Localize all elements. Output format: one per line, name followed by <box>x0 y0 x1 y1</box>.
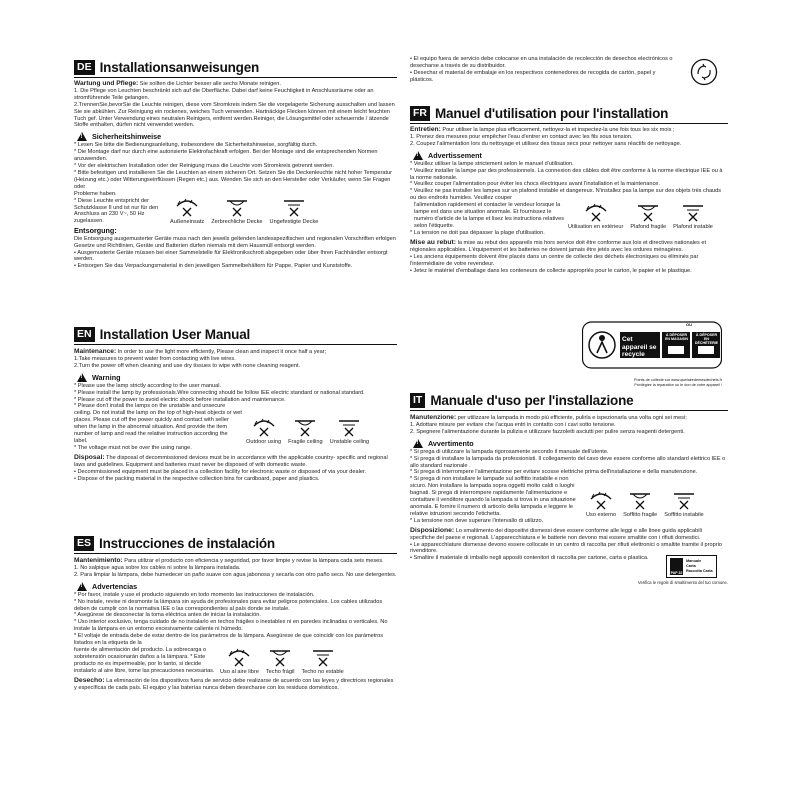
maintenance <box>410 127 728 148</box>
section-header <box>410 391 728 411</box>
disposal-head: Disposizione: <box>410 526 455 534</box>
es-continuation <box>410 56 676 84</box>
warning-item: * Bitte befestigen und installieren Sie die Leuchten an einem sicheren Ort. Setzen Sie die Deckenleuchte nicht hoher Temperatur (Heizung etc.) oder Witterungseinflüssen (Regen etc.) aus. Wenden Sie sich an den Hersteller oder Verkäufer, wenn Sie Fragen oder <box>74 169 392 190</box>
disposal-head: Disposal: <box>74 453 105 461</box>
warning-item: fuente de alimentación del producto. La sobrecarga o sobretensión ocasionarán daños a la lámpara. * Este producto no es impermeable, por lo tanto, si decide instalarlo al aire libre, tome las precauciones necesarias. <box>74 646 215 674</box>
warning-text <box>410 449 728 477</box>
ceiling-icons <box>216 647 344 675</box>
warning-item: * Please install the lamp by professionals.Wire connecting should be follow IEE electric standard or national standard. <box>74 389 365 396</box>
unstable-icon-group <box>270 197 319 225</box>
badge-line: Manuale <box>686 559 702 564</box>
disposal-item: • Entsorgen Sie das Verpackungsmaterial in den jeweiligen Sammelbehältern für Pappe, Papier und Kunststoffe. <box>74 263 353 270</box>
icon-label: Uso esterno <box>586 511 617 518</box>
outdoor-icon-group <box>220 647 259 675</box>
warning-item: * Si prega di utilizzare la lampada rigorosamente secondo il manuale dell'utente. <box>410 448 609 455</box>
warning-label: Advertissement <box>428 150 482 160</box>
outdoor-rain-icon <box>251 417 277 437</box>
icon-label: Außeneinsatz <box>170 219 205 226</box>
warning-item: * Uso interior exclusivo, tenga cuidado de no instalarlo en techos frágiles o inestables ni en paredes inclinadas o verticales. No instale la lámpara en un entorno excesivamente caliente ni húmedo. <box>74 619 388 633</box>
warning-text <box>74 191 166 226</box>
badge-text <box>686 559 713 574</box>
warning-item: * Die Montage darf nur durch eine autorisierte Elektrofachkraft erfolgen. Bei der Montage sind die entsprechenden Normen anzuwenden. <box>74 149 378 163</box>
warning-item: * El voltaje de entrada debe de estar dentro de los parámetros de la lámpara. Asegúrese de que coincidir con los parámetros listados en la etiqueta de la <box>74 633 384 647</box>
maintenance-text: Pour utiliser la lampe plus efficacement, nettoyez-la et inspectez-la une fois tous les six mois ; <box>442 127 675 133</box>
maintenance-head: Maintenance: <box>74 348 117 355</box>
warning-with-icons <box>74 647 397 675</box>
warning-item: * Veuillez couper l'alimentation pour éviter les chocs électriques avant l'installation et la maintenance. <box>410 181 660 188</box>
outdoor-rain-icon <box>588 490 614 510</box>
maintenance-head: Wartung und Pflege: <box>74 80 139 87</box>
fragile-icon-group <box>623 490 657 518</box>
warning-icon <box>413 439 423 448</box>
section-title: Installationsanweisungen <box>99 59 260 75</box>
disposal-text <box>410 56 676 84</box>
icon-label: Plafond instable <box>673 224 713 231</box>
maintenance-text: 1. Adottare misure per evitare che l'acqua entri in contatto con i cavi sotto tensione. <box>410 421 616 428</box>
warning-heading <box>77 373 397 382</box>
icon-label: Techo no estable <box>301 668 344 675</box>
triman-main-text: Cet appareil se recycle <box>622 336 657 358</box>
disposal-text <box>410 240 728 275</box>
disposal-head: Mise au rebut: <box>410 239 457 247</box>
warning-item: Probleme haben. <box>74 190 117 197</box>
unstable-icon-group <box>301 647 343 675</box>
maintenance-head: Entretien: <box>410 126 441 133</box>
maintenance-text: 1. Die Pflege von Leuchten beschränkt sich auf die Oberfläche. Dabei darf keine Feuchtigkeit in Anschlussräume oder an stromführende Teile gelangen. <box>74 87 374 101</box>
warning-with-icons <box>74 191 397 226</box>
warning-item: * Veuillez ne pas installer les lampes sur un plafond instable et dangereux. N'installez pas la lampe sur des objets très chauds ou des endroits humides. Veuillez couper <box>410 188 722 202</box>
warning-text <box>74 142 397 190</box>
warning-label: Avvertimento <box>428 438 474 448</box>
warning-item: * The voltage must not be over the using range. <box>74 444 192 451</box>
section-fr <box>410 104 728 275</box>
warning-icon <box>77 373 87 382</box>
unstable-ceiling-icon <box>680 202 706 222</box>
triman-or-text: OU <box>686 322 692 327</box>
section-title: Instrucciones de instalación <box>99 535 275 551</box>
disposal-item: • El equipo fuera de servicio debe colocarse en una instalación de recolección de desechos electrónicos o desecharse a través de su distribuidor. <box>410 56 673 69</box>
triman-logo <box>582 320 722 387</box>
maintenance-head: Mantenimiento: <box>74 557 123 564</box>
warning-item: * Please don't install the lamps on the unstable and unsecure ceiling. Do not install the lamp on the top of high-heat objects or wet places. Please cut off the power quickly and contact with seller when the lamp in the abnormal situation. And provide the item number of lamp and read the relative instruction according the label. <box>74 403 242 444</box>
section-title: Manuale d'uso per l'installazione <box>430 392 634 408</box>
lang-code: DE <box>74 60 95 75</box>
maintenance-text: 2. Coupez l'alimentation lors du nettoyage et utilisez des tissus secs pour nettoyer sans réactifs de nettoyage. <box>410 140 682 147</box>
maintenance-text: per utilizzare la lampada in modo più efficiente, pulirla e ispezionarla una volta ogni sei mesi; <box>457 415 687 421</box>
icon-label: Plafond fragile <box>630 224 667 231</box>
outdoor-icon-group <box>586 490 616 518</box>
disposal-item: • Dispose of the packing material in the respective collection bins for cardboard, paper and plastics. <box>74 475 320 482</box>
warning-item: * No instale, revise ni desmonte la lámpara sin ayuda de profesionales para evitar peligros potenciales. Los cables utilizados deben de cumplir con la normativa IEE o las correspondientes al país donde se instale. <box>74 598 383 612</box>
unstable-ceiling-icon <box>310 647 336 667</box>
maintenance-text: 2. Para limpiar la lámpara, debe humedecer un paño suave con agua jabonosa y secarla con otro paño seco. No use detergentes. <box>74 571 397 578</box>
maintenance-text: 2.Turn the power off when cleaning and use dry tissues to wipe with none cleaning reagent. <box>74 362 301 369</box>
paper-recycling-badge <box>666 555 717 578</box>
outdoor-icon-group <box>170 197 204 225</box>
warning-item: * Veuillez installer la lampe par des professionnels. La connexion des câbles doit être conforme à la norme électrique IEE ou à la norme nationale. <box>410 167 723 181</box>
warning-text <box>74 592 397 647</box>
disposal-item: • Decommissioned equipment must be placed in a collection facility for electronic waste or disposed of via your dealer. <box>74 468 367 475</box>
disposal-text <box>410 528 728 556</box>
maintenance-text: 2. Spegnere l'alimentazione durante la pulizia e utilizzare fazzoletti asciutti per pulire senza reagenti detergenti. <box>410 428 685 435</box>
outdoor-rain-icon <box>583 202 609 222</box>
icon-label: Unstable ceiling <box>329 438 370 445</box>
icon-label: Techo frágil <box>265 668 295 675</box>
warning-label: Sicherheitshinweise <box>92 132 162 142</box>
icon-label: Outdoor using <box>246 438 282 445</box>
lang-code: EN <box>74 327 95 342</box>
warning-item: * Vor der elektrischen Installation oder der Reinigung muss die Leuchte vom Stromkreis getrennt werden. <box>74 163 334 170</box>
lang-code: IT <box>410 393 425 408</box>
ceiling-icons <box>582 476 704 517</box>
warning-item: * Diese Leuchte entspricht der Schutzklasse II und ist nur für den Anschluss an 230 V~, 50 Hz zugelassen. <box>74 197 159 225</box>
disposal-item: • Desechar el material de embalaje en los respectivos contenedores de recogida de cartón, papel y plásticos. <box>410 69 656 83</box>
disposal-item: • Smaltire il materiale di imballo negli appositi contenitori di raccolta per cartone, carta e plastica. <box>410 555 649 562</box>
outdoor-icon-group <box>568 202 623 230</box>
warning-label: Warning <box>92 372 121 382</box>
warning-with-icons <box>410 476 728 517</box>
disposal-with-badge <box>410 555 728 578</box>
warning-item: * Si prega di installare la lampada da professionisti. Il collegamento del cavo deve essere conforme allo standard elettrico IEE o allo standard nazionale . <box>410 455 726 469</box>
warning-item: * Asegúrese de desconectar la toma eléctrica antes de iniciar la instalación. <box>74 612 261 619</box>
ceiling-icons <box>166 191 318 226</box>
icon-label: Utilisation en extérieur <box>568 224 624 231</box>
lang-code: FR <box>410 106 430 121</box>
warning-heading <box>413 151 728 160</box>
section-title: Installation User Manual <box>99 326 251 342</box>
warning-icon <box>413 151 423 160</box>
icon-label: Zerbrechliche Decke <box>211 219 263 226</box>
triman-dump-text: À DÉPOSER EN DÉCHÈTERIE <box>694 333 719 346</box>
maintenance <box>410 415 728 436</box>
fragile-ceiling-icon <box>635 202 661 222</box>
maintenance-text: Para utilizar el producto con eficiencia y seguridad, por favor limpie y revise la lámpara cada seis meses. <box>124 558 384 564</box>
outdoor-icon-group <box>246 417 281 445</box>
maintenance <box>74 81 397 129</box>
fragile-ceiling-icon <box>292 417 318 437</box>
fragile-ceiling-icon <box>627 490 653 510</box>
section-header <box>74 325 397 345</box>
warning-text <box>410 161 728 202</box>
disposal-item: la mise au rebut des appareils mis hors service doit être conforme aux lois et directives nationales et régionales applicables. L'équipement et les batteries ne doivent jamais être jetés avec les ordures ménagères. <box>410 240 707 253</box>
lang-code: ES <box>74 536 94 551</box>
warning-heading <box>77 132 397 141</box>
warning-item: * Please use the lamp strictly according to the user manual. <box>74 382 222 389</box>
unstable-icon-group <box>664 490 703 518</box>
fragile-icon-group <box>630 202 666 230</box>
warning-icon <box>77 582 87 591</box>
warning-label: Advertencias <box>92 581 138 591</box>
disposal-item: • Ausgemusterte Geräte müssen bei einer Sammelstelle für Elektronikschrott abgegeben oder über Ihren Fachhändler entsorgt werden. <box>74 249 388 263</box>
warning-item: * Please cut off the power to avoid electric shock before installation and maintenance. <box>74 396 286 403</box>
maintenance <box>74 349 397 370</box>
triman-footer: Points de collecte sur www.quefairedemesdechets.fr <box>633 378 722 382</box>
unstable-icon-group <box>330 417 370 445</box>
icon-label: Fragile ceiling <box>288 438 323 445</box>
recycle-icon <box>690 58 718 86</box>
icon-label: Uso al aire libre <box>220 668 259 675</box>
maintenance <box>74 558 397 579</box>
triman-store-text: À DÉPOSER EN MAGASIN <box>665 333 688 342</box>
warning-item: * Lesen Sie bitte die Bedienungsanleitung, insbesondere die Sicherheitshinweise, sorgfältig durch. <box>74 142 318 149</box>
unstable-ceiling-icon <box>671 490 697 510</box>
warning-text <box>74 383 397 404</box>
disposal-item: • Les anciens équipements doivent être placés dans un centre de collecte des déchets électroniques ou éliminés par l'intermédiaire de votre revendeur. <box>410 253 699 267</box>
disposal-text <box>74 678 397 692</box>
outdoor-rain-icon <box>226 647 252 667</box>
section-de <box>74 58 397 270</box>
disposal-item: • Le apparecchiature dismesse devono essere collocate in un centro di raccolta per rifiuti elettronici o smaltite tramite il proprio rivenditore. <box>410 541 722 555</box>
warning-item: * Si prega di interrompere l'alimentazione per evitare scosse elettriche prima dell'installazione e della manutenzione. <box>410 469 698 476</box>
unstable-ceiling-icon <box>336 417 362 437</box>
maintenance-text: 1. No salpique agua sobre los cables ni sobre la lámpara instalada. <box>74 564 241 571</box>
warning-item: * Veuillez utiliser la lampe strictement selon le manuel d'utilisation. <box>410 160 574 167</box>
fragile-ceiling-icon <box>224 197 250 217</box>
section-header <box>410 104 728 124</box>
fragile-icon-group <box>266 647 295 675</box>
icon-label: Soffitto fragile <box>623 511 658 518</box>
section-title: Manuel d'utilisation pour l'installation <box>435 105 669 121</box>
triman-footer: Privilégiez la réparation ou le don de votre appareil ! <box>634 382 722 387</box>
unstable-icon-group <box>673 202 713 230</box>
disposal-head: Entsorgung: <box>74 226 117 236</box>
pap-icon <box>670 558 683 575</box>
warning-item: * Si prega di non installare le lampade sul soffitto instabile e non sicuro. Non installare la lampada sopra oggetti molto caldi o luoghi bagnati. Si prega di interrompere rapidamente l'alimentazione e contattare il venditore quando la lampada si trova in una situazione anomala. E fornire il numero di articolo della lampada e leggere le relative istruzioni secondo l'etichetta. <box>410 476 576 517</box>
warning-item: * Por favor, instale y use el producto siguiendo en todo momento las instrucciones de instalación. <box>74 591 315 598</box>
section-it <box>410 391 728 585</box>
warning-with-icons <box>410 202 728 230</box>
disposal-item: La eliminación de los dispositivos fuera de servicio debe realizarse de acuerdo con las leyes y directrices regionales y específicas de cada país. El equipo y las baterías nunca deben desecharse con los residuos domésticos. <box>74 677 394 691</box>
maintenance-text: In order to use the light more efficiently, Please clean and inspect it once half a year; <box>117 349 327 355</box>
section-header <box>74 534 397 554</box>
ceiling-icons <box>564 202 713 230</box>
warning-item: l'alimentation rapidement et contacter le vendeur lorsque la lampe est dans une situation anormale. Et fournissez le numéro d'article de la lampe et lisez les instructions relatives selon l'étiquette. <box>414 202 564 229</box>
warning-heading <box>77 582 397 591</box>
disposal-text <box>74 236 397 271</box>
section-es <box>74 534 397 692</box>
maintenance-text: Sie sollten die Lichter besser alle sechs Monate reinigen. <box>139 81 281 87</box>
badge-line: Carta <box>686 564 696 569</box>
disposal-item: • Jetez le matériel d'emballage dans les conteneurs de collecte appropriés pour le carton, le papier et le plastique. <box>410 267 692 274</box>
unstable-ceiling-icon <box>281 197 307 217</box>
warning-icon <box>77 132 87 141</box>
disposal-item: Lo smaltimento dei dispositivi dismessi deve essere conforme alle leggi e alle linee guida applicabili specifiche del paese e regionali. L'apparecchiatura e le batterie non devono mai essere smaltite con i rifiuti domestici. <box>410 527 703 541</box>
fragile-icon-group <box>288 417 323 445</box>
warning-item: * La tension ne doit pas dépasser la plage d'utilisation. <box>410 230 545 237</box>
disposal-item: The disposal of decommissioned devices must be in accordance with the applicable country- specific and regional laws and guidelines. Equipment and batteries must never be disposed of with domestic waste. <box>74 454 388 468</box>
disposal-footnote: Verifica le regole di smaltimento del tuo comune. <box>637 580 728 586</box>
fragile-icon-group <box>211 197 262 225</box>
section-en <box>74 325 397 482</box>
section-header <box>74 58 397 78</box>
disposal-head: Desecho: <box>74 676 105 684</box>
maintenance-head: Manutenzione: <box>410 414 457 421</box>
outdoor-rain-icon <box>174 197 200 217</box>
badge-line: Raccolta Carta <box>686 569 713 574</box>
ceiling-icons <box>242 403 369 444</box>
warning-heading <box>413 439 728 448</box>
maintenance-text: 1. Prenez des mesures pour empêcher l'eau d'entrer en contact avec les fils sous tension. <box>410 133 633 140</box>
warning-item: * La tensione non deve superare l'intervallo di utilizzo. <box>410 517 544 524</box>
icon-label: Ungefestigte Decke <box>269 219 319 226</box>
warning-with-icons <box>74 403 397 444</box>
icon-label: Soffitto instabile <box>664 511 704 518</box>
disposal-item: Die Entsorgung ausgemusterter Geräte muss nach den jeweils geltenden landesspezifischen und regionalen Vorschriften erfolgen Gesetze und Richtlinien, Geräte und Batterien dürfen niemals mit dem Hausmüll entsorgt werden. <box>74 235 396 249</box>
disposal-text <box>74 455 397 483</box>
pap-code: PAP 22 <box>670 570 683 575</box>
fragile-ceiling-icon <box>267 647 293 667</box>
maintenance-text: 1.Take measures to prevent water from contacting with live wires. <box>74 355 236 362</box>
maintenance-text: 2.TrennenSie,bevorSie die Leuchte reinigen, diese vom Stromkreis indem Sie die vorgelagerte Sicherung ausschalten und lassen Sie sie abkühlen. Zur Reinigung ein rockenes, weiches Tuch verwenden. Hartnäckige Flecken können mit einem leicht feuchten Tuch gef. Unter Verwendung eines neutralen Reinigers, entfernt werden.Reiniger, die Lösungsmittel oder scheuernde / ätzende Stoffe enthalten, dürfen nicht verwendet werden. <box>74 101 395 129</box>
